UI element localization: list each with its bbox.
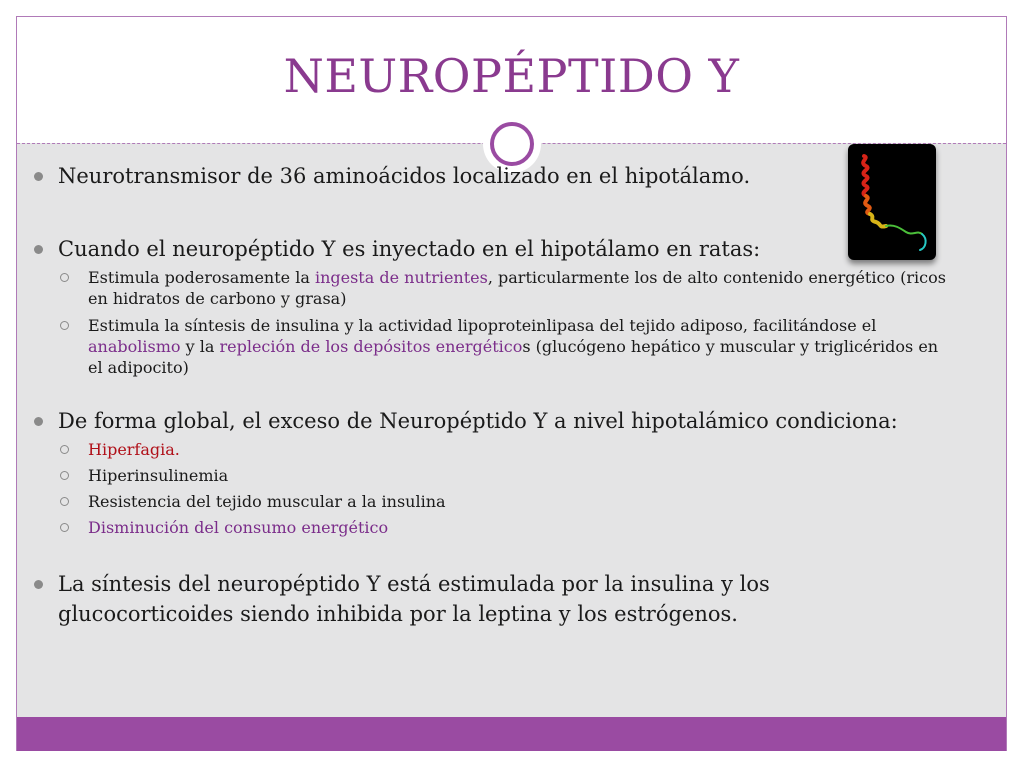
sub-bullet-text: , particularmente los de alto contenido energético (ricos en hidratos de carbono y grasa) — [88, 268, 946, 308]
sub-bullet-text: Estimula poderosamente la — [88, 268, 315, 287]
bullet-text: De forma global, el exceso de Neuropéptido Y a nivel hipotalámico condiciona: — [58, 409, 898, 433]
sub-bullet-ring-icon — [60, 273, 69, 282]
bullet-dot-icon — [34, 172, 43, 181]
sub-bullet-item — [30, 517, 950, 538]
bullet-text: Neurotransmisor de 36 aminoácidos localizado en el hipotálamo. — [58, 164, 751, 188]
sub-bullet-item — [30, 439, 950, 460]
bullet-item — [30, 163, 950, 189]
slide-title: NEUROPÉPTIDO Y — [283, 49, 740, 103]
sub-bullet-text: s (glucógeno hepático y muscular y triglicéridos en el adipocito) — [88, 337, 939, 377]
bullet-text: La síntesis del neuropéptido Y está estimulada por la insulina y los glucocorticoides siendo inhibida por la leptina y los estrógenos. — [58, 572, 770, 626]
highlight-text: ingesta de nutrientes — [314, 268, 488, 287]
footer-bar — [17, 717, 1006, 751]
highlight-text: Disminución del consumo energético — [88, 518, 389, 537]
bullet-dot-icon — [34, 417, 43, 426]
bullet-item — [30, 569, 950, 629]
sub-bullet-item — [30, 491, 950, 512]
sub-bullet-ring-icon — [60, 321, 69, 330]
sub-bullet-item — [30, 315, 950, 378]
sub-bullet-text: Resistencia del tejido muscular a la insulina — [88, 492, 446, 511]
sub-bullet-text: Hiperinsulinemia — [88, 466, 229, 485]
sub-bullet-text: y la — [180, 337, 220, 356]
slide-body — [30, 163, 950, 629]
highlight-text: Hiperfagia. — [88, 440, 180, 459]
highlight-text: anabolismo — [88, 337, 181, 356]
bullet-item — [30, 236, 950, 262]
bullet-item — [30, 408, 950, 434]
sub-bullet-ring-icon — [60, 523, 69, 532]
bullet-dot-icon — [34, 245, 43, 254]
sub-bullet-text: Estimula la síntesis de insulina y la actividad lipoproteinlipasa del tejido adiposo, facilitándose el — [88, 316, 877, 335]
divider-circle-icon — [490, 122, 534, 166]
bullet-dot-icon — [34, 580, 43, 589]
highlight-text: repleción de los depósitos energético — [219, 337, 523, 356]
bullet-text: Cuando el neuropéptido Y es inyectado en el hipotálamo en ratas: — [58, 237, 761, 261]
sub-bullet-ring-icon — [60, 497, 69, 506]
sub-bullet-ring-icon — [60, 445, 69, 454]
sub-bullet-item — [30, 465, 950, 486]
sub-bullet-ring-icon — [60, 471, 69, 480]
sub-bullet-item — [30, 267, 950, 309]
